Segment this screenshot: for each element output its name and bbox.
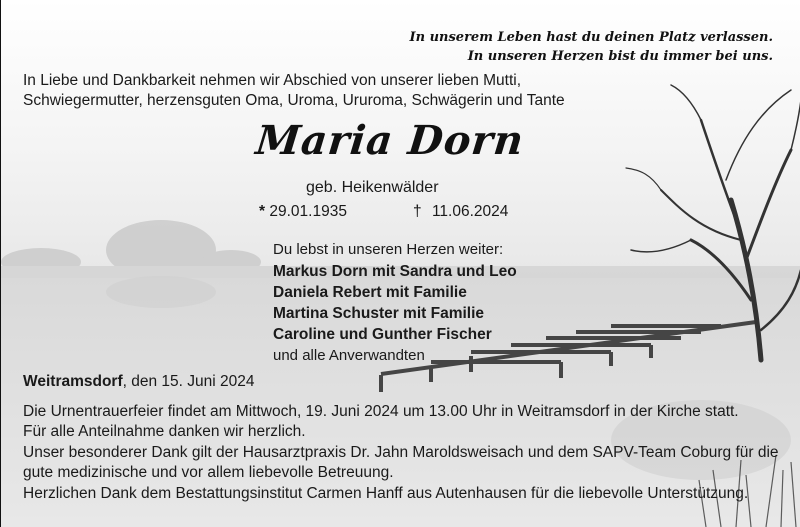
family-member-2: Daniela Rebert mit Familie bbox=[273, 284, 467, 301]
place-name: Weitramsdorf bbox=[23, 373, 123, 390]
birth-date-line bbox=[259, 202, 347, 222]
family-member-3: Martina Schuster mit Familie bbox=[273, 305, 485, 322]
birth-symbol: * bbox=[259, 203, 266, 220]
deceased-name: Maria Dorn bbox=[253, 117, 527, 164]
birth-date: 29.01.1935 bbox=[269, 203, 347, 220]
details-line-3: Unser besonderer Dank gilt der Hausarztpraxis Dr. Jahn Maroldsweisach und dem SAPV-Team Coburg für die bbox=[23, 444, 779, 461]
quote-line-1: In unserem Leben hast du deinen Platz verlassen. bbox=[409, 30, 773, 45]
details-line-4: gute medizinische und vor allem liebevolle Betreuung. bbox=[23, 464, 394, 481]
death-date-line bbox=[413, 202, 508, 222]
family-others: und alle Anverwandten bbox=[273, 347, 425, 364]
details-line-1: Die Urnentrauerfeier findet am Mittwoch, 19. Juni 2024 um 13.00 Uhr in Weitramsdorf in der Kirche statt. bbox=[23, 403, 739, 420]
quote-line-2: In unseren Herzen bist du immer bei uns. bbox=[467, 49, 773, 64]
intro-line-1: In Liebe und Dankbarkeit nehmen wir Abschied von unserer lieben Mutti, bbox=[23, 72, 522, 89]
place-date: , den 15. Juni 2024 bbox=[122, 373, 255, 390]
family-intro: Du lebst in unseren Herzen weiter: bbox=[273, 241, 504, 258]
death-symbol: † bbox=[413, 203, 422, 220]
death-date: 11.06.2024 bbox=[431, 203, 509, 220]
intro-line-2: Schwiegermutter, herzensguten Oma, Uroma, Ururoma, Schwägerin und Tante bbox=[23, 92, 565, 109]
details-line-5: Herzlichen Dank dem Bestattungsinstitut Carmen Hanff aus Autenhausen für die liebevolle Unterstützung. bbox=[23, 485, 749, 502]
birth-name: geb. Heikenwälder bbox=[306, 179, 439, 196]
place-date-line bbox=[23, 372, 254, 392]
family-member-4: Caroline und Gunther Fischer bbox=[273, 326, 492, 343]
family-member-1: Markus Dorn mit Sandra und Leo bbox=[273, 263, 517, 280]
details-line-2: Für alle Anteilnahme danken wir herzlich. bbox=[23, 423, 306, 440]
